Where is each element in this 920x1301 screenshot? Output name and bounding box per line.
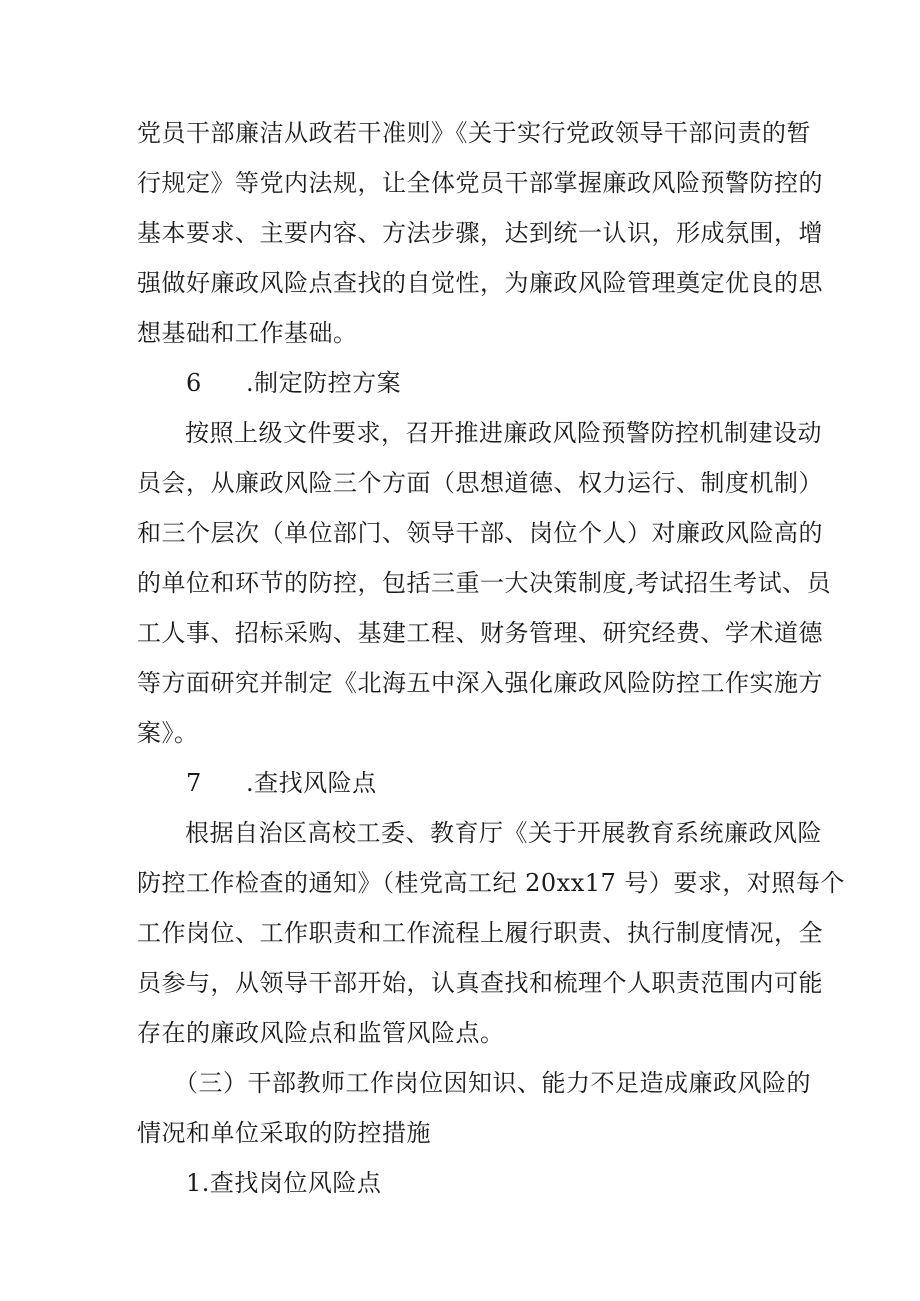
paragraph-line: 党员干部廉洁从政若干准则》《关于实行党政领导干部问责的暂 [137, 119, 811, 147]
subsection-heading-line: 情况和单位采取的防控措施 [137, 1119, 431, 1147]
section-heading: 1.查找岗位风险点 [186, 1169, 382, 1197]
heading-title: .制定防控方案 [246, 369, 402, 397]
paragraph-line: 员参与，从领导干部开始，认真查找和梳理个人职责范围内可能 [137, 969, 823, 997]
heading-title: .查找风险点 [246, 769, 377, 797]
paragraph-line: 行规定》等党内法规，让全体党员干部掌握廉政风险预警防控的 [137, 169, 823, 197]
paragraph-line: 存在的廉政风险点和监管风险点。 [137, 1019, 505, 1047]
paragraph-line: 按照上级文件要求，召开推进廉政风险预警防控机制建设动 [185, 419, 822, 447]
paragraph-line: 等方面研究并制定《北海五中深入强化廉政风险防控工作实施方 [137, 669, 823, 697]
paragraph-line: 和三个层次（单位部门、领导干部、岗位个人）对廉政风险高的 [137, 519, 823, 547]
paragraph-line: 工作岗位、工作职责和工作流程上履行职责、执行制度情况，全 [137, 919, 823, 947]
paragraph-line: 案》。 [137, 719, 199, 747]
section-heading [186, 768, 846, 798]
paragraph-line: 强做好廉政风险点查找的自觉性，为廉政风险管理奠定优良的思 [137, 269, 823, 297]
heading-number: 6 [186, 369, 202, 397]
paragraph-line: 基本要求、主要内容、方法步骤，达到统一认识，形成氛围，增 [137, 219, 823, 247]
paragraph-line: 的单位和环节的防控，包括三重一大决策制度,考试招生考试、员 [137, 569, 832, 597]
paragraph-line: 想基础和工作基础。 [137, 319, 358, 347]
paragraph-line: 根据自治区高校工委、教育厅《关于开展教育系统廉政风险 [185, 819, 822, 847]
subsection-heading: （三）干部教师工作岗位因知识、能力不足造成廉政风险的 [174, 1069, 811, 1097]
heading-number: 7 [186, 769, 202, 797]
paragraph-line: 工人事、招标采购、基建工程、财务管理、研究经费、学术道德 [137, 619, 823, 647]
section-heading [186, 368, 846, 398]
paragraph-line: 员会，从廉政风险三个方面（思想道德、权力运行、制度机制） [137, 469, 823, 497]
paragraph-line: 防控工作检查的通知》（桂党高工纪 20xx17 号）要求，对照每个 [137, 869, 845, 897]
